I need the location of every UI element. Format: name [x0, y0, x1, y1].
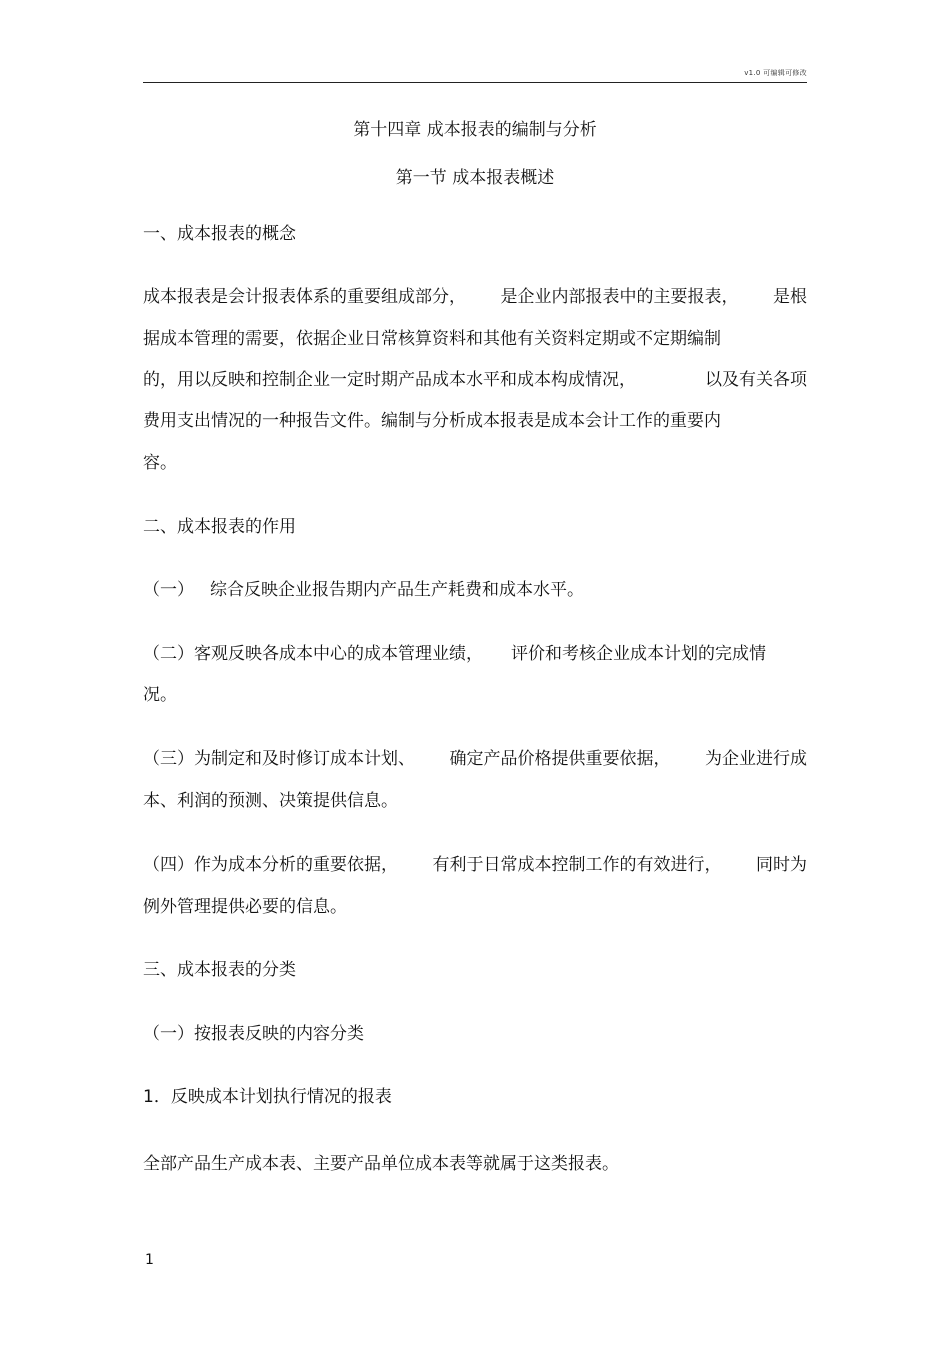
- paragraph-line: 据成本管理的需要，依据企业日常核算资料和其他有关资料定期或不定期编制: [143, 329, 721, 349]
- heading-classification: 三、成本报表的分类: [143, 960, 296, 980]
- text-segment: 评价和考核企业成本计划的完成情: [511, 644, 766, 664]
- text-segment: 是企业内部报表中的主要报表，: [500, 287, 739, 307]
- text-segment: 是根: [773, 287, 807, 307]
- paragraph-line: 况。: [143, 685, 177, 705]
- heading-concept: 一、成本报表的概念: [143, 224, 296, 244]
- section-title: 第一节 成本报表概述: [395, 168, 555, 188]
- paragraph-line: [143, 369, 807, 391]
- header-version-label: v1.0 可编辑可修改: [744, 69, 807, 77]
- function-item-3: [143, 748, 807, 770]
- paragraph-line: 本、利润的预测、决策提供信息。: [143, 791, 398, 811]
- page-number: 1: [145, 1252, 154, 1268]
- text-segment: （四）作为成本分析的重要依据，: [143, 855, 398, 875]
- text-segment: 以及有关各项: [705, 370, 807, 390]
- text-segment: （三）为制定和及时修订成本计划、: [143, 749, 415, 769]
- item-marker: （一）: [143, 580, 194, 600]
- function-item-2: [143, 643, 766, 665]
- header-divider: [143, 82, 807, 83]
- point-heading: 1．反映成本计划执行情况的报表: [143, 1087, 392, 1107]
- item-text: 综合反映企业报告期内产品生产耗费和成本水平。: [210, 580, 584, 600]
- text-segment: 确定产品价格提供重要依据，: [449, 749, 671, 769]
- text-segment: （二）客观反映各成本中心的成本管理业绩，: [143, 644, 483, 664]
- text-segment: 有利于日常成本控制工作的有效进行，: [432, 855, 722, 875]
- paragraph-line: 费用支出情况的一种报告文件。编制与分析成本报表是成本会计工作的重要内: [143, 411, 721, 431]
- text-segment: 为企业进行成: [705, 749, 807, 769]
- function-item-1: [143, 579, 584, 601]
- paragraph-line: 例外管理提供必要的信息。: [143, 897, 347, 917]
- text-segment: 同时为: [756, 855, 807, 875]
- text-segment: 的，用以反映和控制企业一定时期产品成本水平和成本构成情况，: [143, 370, 636, 390]
- text-segment: 成本报表是会计报表体系的重要组成部分，: [143, 287, 466, 307]
- heading-function: 二、成本报表的作用: [143, 517, 296, 537]
- chapter-title: 第十四章 成本报表的编制与分析: [353, 120, 597, 140]
- paragraph-line: 全部产品生产成本表、主要产品单位成本表等就属于这类报表。: [143, 1154, 619, 1174]
- paragraph-line: [143, 286, 807, 308]
- paragraph-line: 容。: [143, 453, 177, 473]
- function-item-4: [143, 854, 807, 876]
- sub-heading: （一）按报表反映的内容分类: [143, 1024, 364, 1044]
